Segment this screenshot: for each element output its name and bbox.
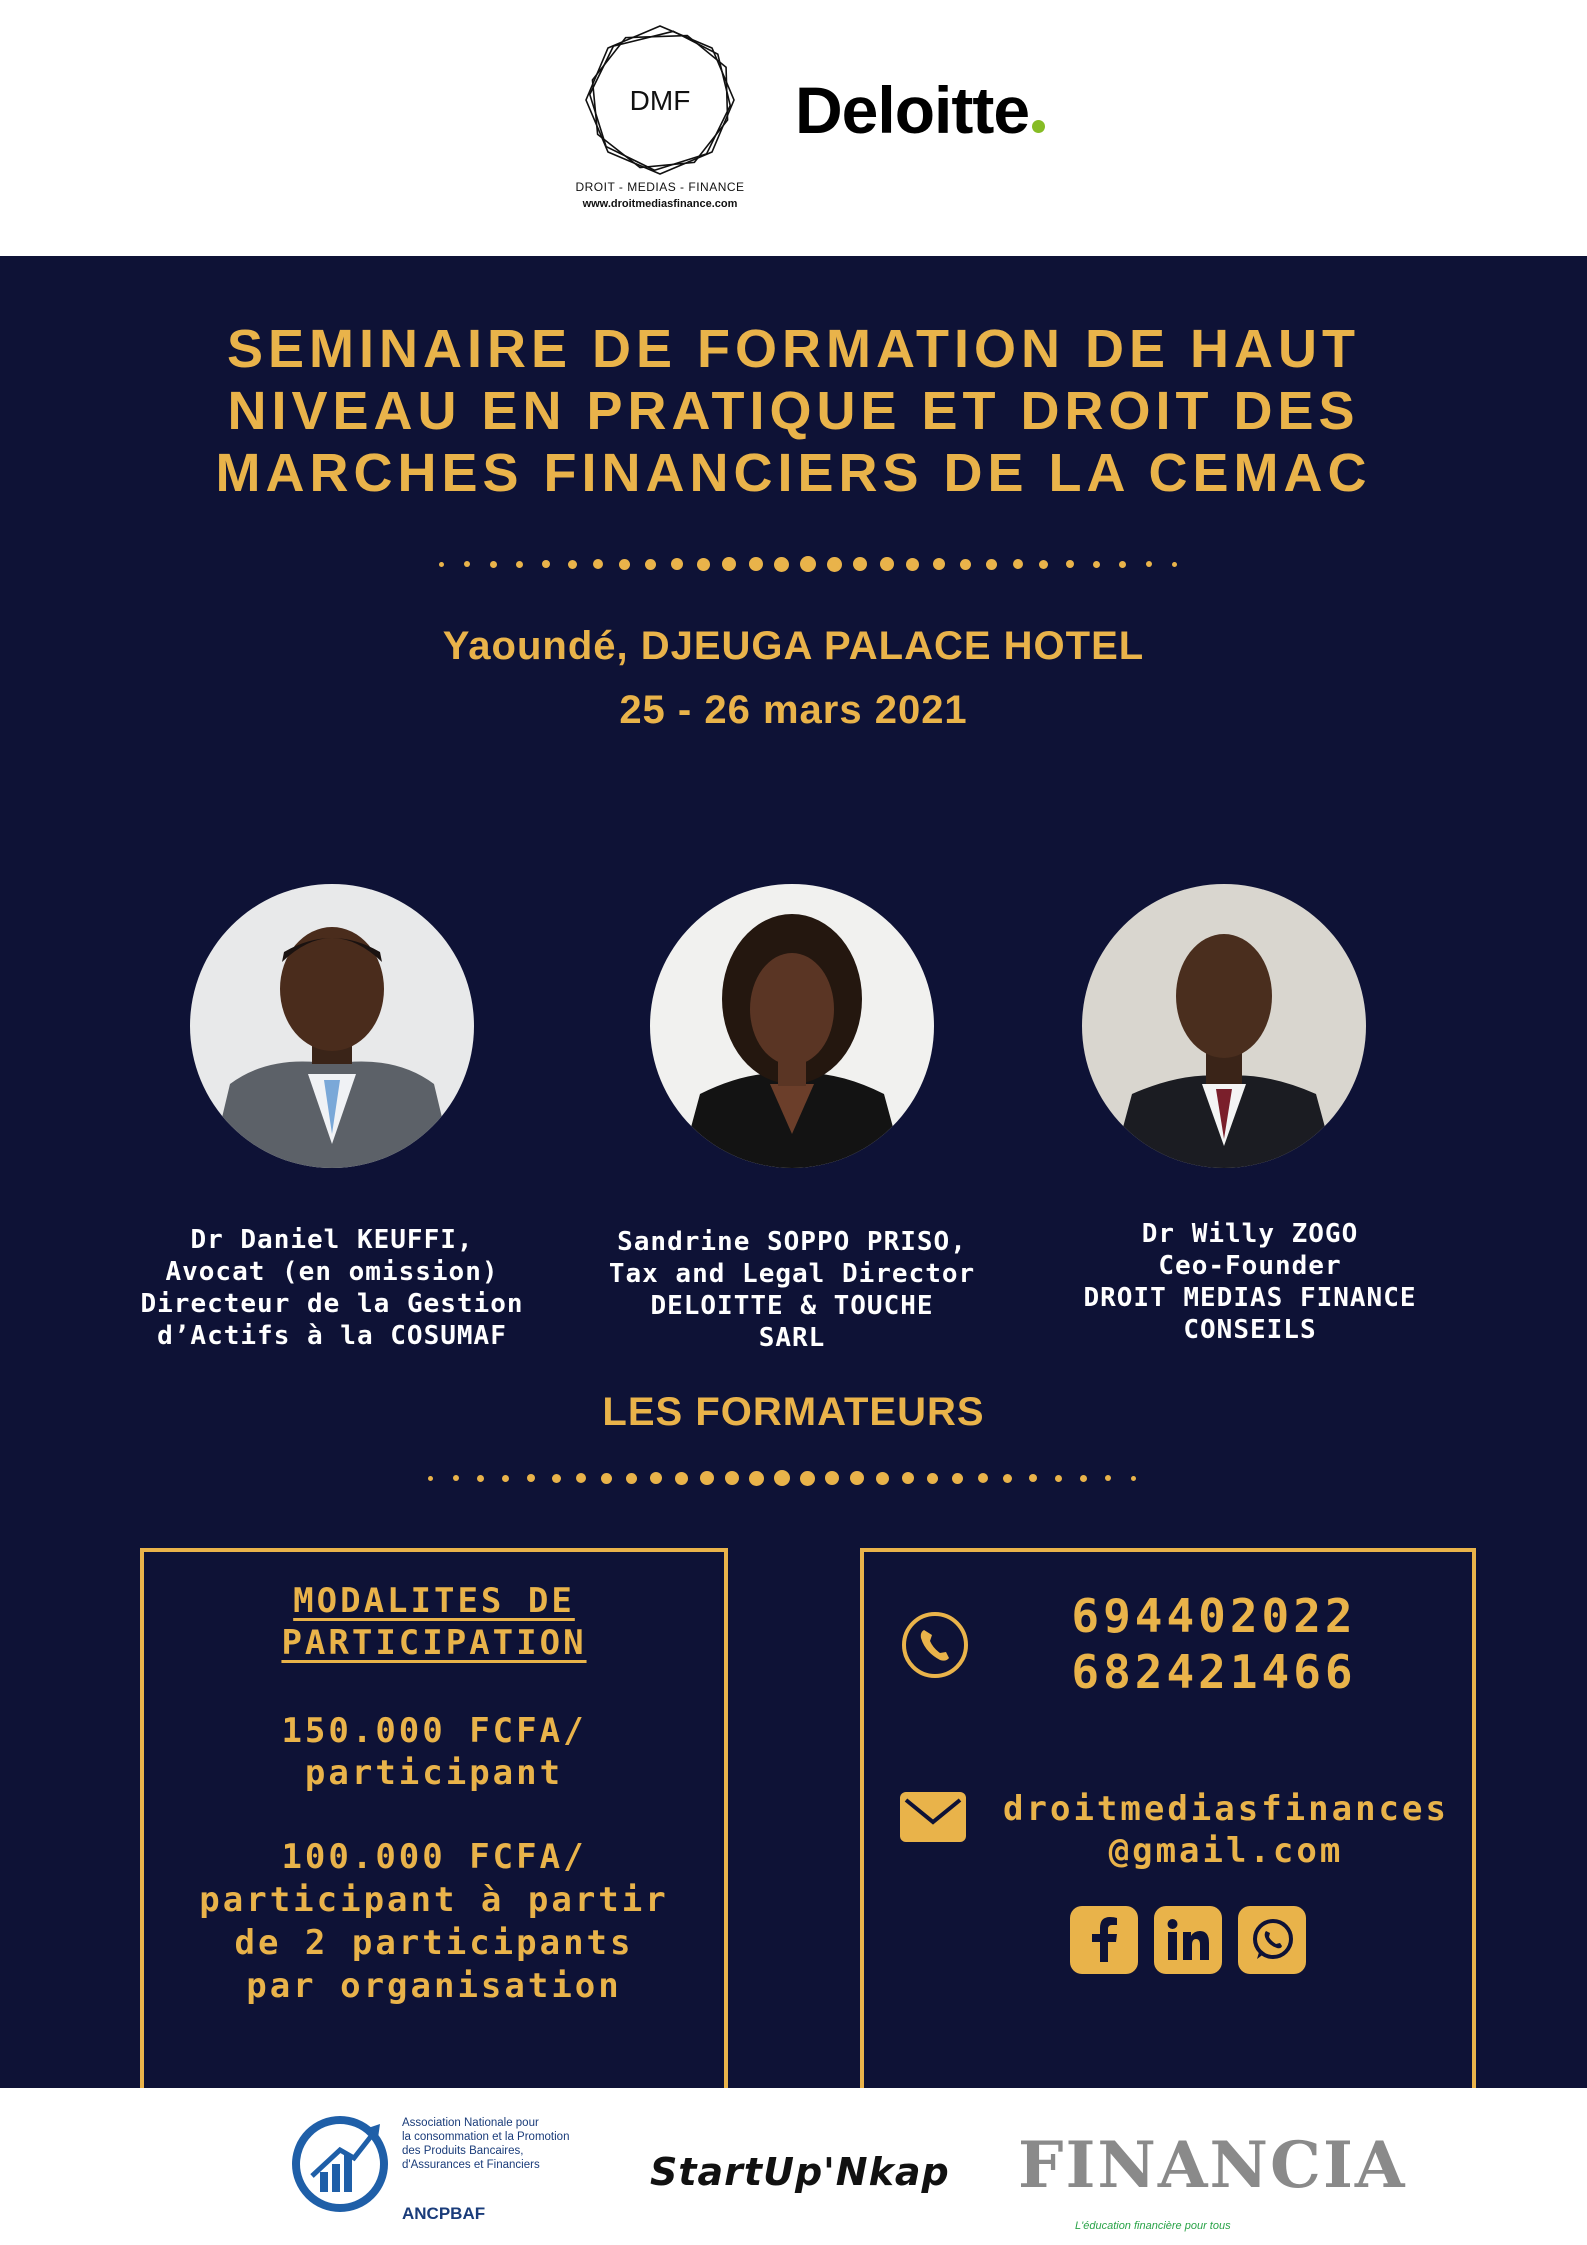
divider-dot: [464, 561, 470, 567]
divider-dot: [825, 1471, 839, 1485]
divider-dot: [542, 560, 550, 568]
divider-dot: [1013, 559, 1023, 569]
divider-dot: [850, 1471, 864, 1485]
divider-dot: [576, 1473, 586, 1483]
divider-dot: [933, 558, 945, 570]
divider-dot: [650, 1472, 662, 1484]
header: [0, 0, 1587, 256]
email-address[interactable]: [976, 1788, 1476, 1872]
divider-dot: [749, 1471, 764, 1486]
speaker-zogo-org: DROIT MEDIAS FINANCE: [1083, 1283, 1417, 1313]
speaker-soppo-org: DELOITTE & TOUCHE: [650, 1291, 934, 1321]
dmf-tagline: DROIT - MEDIAS - FINANCE: [575, 180, 745, 194]
divider-dot: [1119, 561, 1126, 568]
speaker-keuffi: [92, 1224, 572, 1352]
divider-dot: [722, 557, 736, 571]
speaker-zogo-role: Ceo-Founder: [1158, 1251, 1342, 1281]
divider-dot: [725, 1471, 739, 1485]
deloitte-logo: [795, 72, 1045, 148]
phone-numbers: [994, 1588, 1434, 1700]
seminar-title-line1: SEMINAIRE DE FORMATION DE HAUT: [227, 319, 1360, 379]
price-group-line3: de 2 participants: [234, 1923, 634, 1963]
modalites-title: [144, 1580, 724, 1664]
divider-dot: [601, 1473, 612, 1484]
divider-dot: [428, 1476, 433, 1481]
divider-dot: [568, 560, 577, 569]
speaker-zogo-org-suffix: CONSEILS: [1183, 1315, 1317, 1345]
whatsapp-icon[interactable]: [1238, 1906, 1306, 1974]
seminar-title: [100, 318, 1487, 504]
dotted-divider: [428, 552, 1188, 576]
divider-dot: [774, 557, 789, 572]
divider-dot: [853, 557, 867, 571]
divider-dot: [626, 1473, 637, 1484]
deloitte-dot-icon: [1032, 120, 1045, 133]
divider-dot: [697, 558, 710, 571]
divider-dot: [619, 559, 630, 570]
ancpbaf-desc-line2: la consommation et la Promotion: [402, 2131, 570, 2143]
mail-icon: [898, 1790, 968, 1846]
divider-dot: [876, 1472, 889, 1485]
speaker-zogo-name: Dr Willy ZOGO: [1141, 1219, 1359, 1249]
divider-dot: [502, 1475, 509, 1482]
ancpbaf-description: [402, 2116, 612, 2172]
speaker-zogo: [1000, 1218, 1500, 1346]
divider-dot: [1172, 562, 1177, 567]
speaker-keuffi-name: Dr Daniel KEUFFI,: [190, 1225, 474, 1255]
divider-dot: [1093, 561, 1100, 568]
partners-footer: [0, 2088, 1587, 2245]
speaker-soppo-name: Sandrine SOPPO PRISO,: [617, 1227, 967, 1257]
divider-dot: [477, 1475, 484, 1482]
financia-tagline: L'éducation financière pour tous: [1075, 2220, 1231, 2232]
ancpbaf-desc-line1: Association Nationale pour: [402, 2117, 539, 2129]
divider-dot: [1003, 1474, 1012, 1483]
ancpbaf-logo-icon: [290, 2114, 390, 2214]
divider-dot: [1080, 1475, 1087, 1482]
speaker-photo-keuffi: [190, 884, 474, 1168]
divider-dot: [1131, 1476, 1136, 1481]
email-line2: @gmail.com: [1108, 1831, 1344, 1871]
linkedin-icon[interactable]: [1154, 1906, 1222, 1974]
financia-logo: FINANCIA: [1018, 2128, 1407, 2203]
flyer-panel: [0, 256, 1587, 2088]
dotted-divider-bottom: [418, 1466, 1146, 1490]
divider-dot: [1039, 560, 1048, 569]
price-group-line2: participant à partir: [199, 1880, 669, 1920]
divider-dot: [827, 557, 842, 572]
divider-dot: [1066, 560, 1074, 568]
divider-dot: [490, 561, 497, 568]
dmf-url[interactable]: www.droitmediasfinance.com: [582, 198, 738, 210]
speaker-photo-zogo: [1082, 884, 1366, 1168]
dmf-logo: [580, 20, 740, 180]
divider-dot: [749, 557, 763, 571]
divider-dot: [516, 561, 523, 568]
divider-dot: [527, 1474, 535, 1482]
speaker-keuffi-role: Avocat (en omission): [165, 1257, 499, 1287]
divider-dot: [952, 1473, 963, 1484]
divider-dot: [986, 559, 997, 570]
speaker-photo-soppo: [650, 884, 934, 1168]
divider-dot: [671, 558, 683, 570]
seminar-title-line3: MARCHES FINANCIERS DE LA CEMAC: [215, 443, 1372, 503]
phone-number-1[interactable]: 694402022: [1071, 1589, 1357, 1643]
divider-dot: [1105, 1475, 1111, 1481]
speaker-soppo-org-suffix: SARL: [758, 1323, 826, 1353]
speaker-keuffi-org: d’Actifs à la COSUMAF: [157, 1321, 507, 1351]
divider-dot: [453, 1475, 459, 1481]
venue: Yaoundé, DJEUGA PALACE HOTEL: [442, 624, 1145, 668]
divider-dot: [1029, 1474, 1037, 1482]
divider-dot: [774, 1470, 790, 1486]
ancpbaf-desc-line3: des Produits Bancaires,: [402, 2145, 524, 2157]
startup-nkap-logo: StartUp'Nkap: [650, 2150, 950, 2194]
divider-dot: [552, 1474, 561, 1483]
modalites-title-line1: MODALITES DE: [293, 1581, 575, 1621]
divider-dot: [800, 556, 816, 572]
seminar-title-line2: NIVEAU EN PRATIQUE ET DROIT DES: [227, 381, 1360, 441]
divider-dot: [800, 1471, 815, 1486]
divider-dot: [593, 559, 603, 569]
modalites-title-line2: PARTICIPATION: [281, 1623, 587, 1663]
speaker-soppo: [532, 1226, 1052, 1354]
divider-dot: [927, 1473, 938, 1484]
divider-dot: [906, 558, 919, 571]
speaker-keuffi-position: Directeur de la Gestion: [140, 1289, 524, 1319]
divider-dot: [880, 557, 894, 571]
deloitte-logo-text: Deloitte: [795, 73, 1030, 147]
divider-dot: [1055, 1475, 1062, 1482]
divider-dot: [645, 559, 656, 570]
dmf-logo-text: DMF: [629, 85, 691, 116]
phone-icon: [900, 1610, 970, 1680]
speaker-soppo-role: Tax and Legal Director: [608, 1259, 976, 1289]
divider-dot: [1146, 561, 1152, 567]
price-standard-unit: participant: [304, 1753, 564, 1793]
email-line1: droitmediasfinances: [1003, 1789, 1449, 1829]
divider-dot: [902, 1472, 914, 1484]
divider-dot: [700, 1471, 714, 1485]
price-group: [144, 1836, 724, 2008]
divider-dot: [978, 1473, 988, 1483]
price-standard: [144, 1710, 724, 1794]
divider-dot: [960, 559, 971, 570]
ancpbaf-name: ANCPBAF: [402, 2204, 486, 2223]
divider-dot: [675, 1472, 688, 1485]
facebook-icon[interactable]: [1070, 1906, 1138, 1974]
formateurs-heading: LES FORMATEURS: [602, 1390, 985, 1434]
price-group-line4: par organisation: [246, 1966, 622, 2006]
price-group-amount: 100.000 FCFA/: [281, 1837, 587, 1877]
event-date: 25 - 26 mars 2021: [619, 688, 968, 732]
price-standard-amount: 150.000 FCFA/: [281, 1711, 587, 1751]
phone-number-2[interactable]: 682421466: [1071, 1645, 1357, 1699]
ancpbaf-desc-line4: d'Assurances et Financiers: [402, 2159, 540, 2171]
divider-dot: [439, 562, 444, 567]
